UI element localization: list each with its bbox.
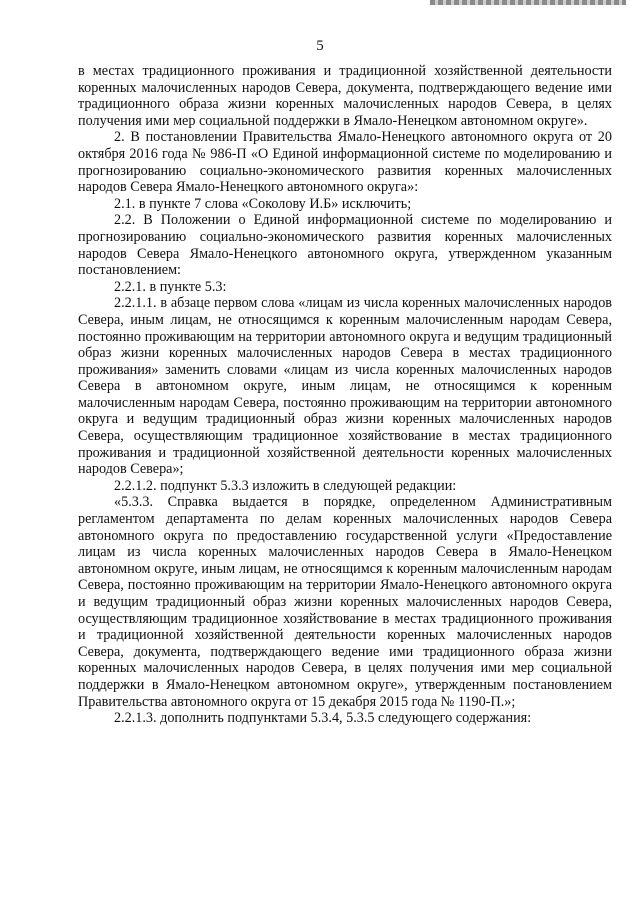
paragraph-item-2-2-1-3: 2.2.1.3. дополнить подпунктами 5.3.4, 5.3.5 следующего содержания: (114, 710, 532, 727)
paragraph-item-2-2-1-2: 2.2.1.2. подпункт 5.3.3 изложить в следующей редакции: (114, 477, 457, 494)
paragraph-item-2-1: 2.1. в пункте 7 слова «Соколову И.Б» исключить; (114, 195, 412, 212)
paragraph-continuation: в местах традиционного проживания и традиционной хозяйственной деятельности коренных малочисленных народов Севера, документа, подтверждающего ведение ими традиционного образа жизни коренных малочисленных народов Севера, в целях получения ими мер социальной поддержки в Ямало-Ненецком автономном округе». (78, 63, 612, 129)
paragraph-item-2-2: 2.2. В Положении о Единой информационной системе по моделированию и прогнозированию социально-экономического развития коренных малочисленных народов Севера Ямало-Ненецкого автономного округа, утвержденном указанным постановлением: (78, 212, 612, 279)
scan-edge-mark (430, 0, 626, 5)
document-body (78, 63, 612, 727)
paragraph-item-2-2-1: 2.2.1. в пункте 5.3: (114, 278, 227, 295)
page-number: 5 (316, 38, 324, 54)
paragraph-item-2-2-1-1: 2.2.1.1. в абзаце первом слова «лицам из числа коренных малочисленных народов Севера, иным лицам, не относящимся к коренным малочисленным народам Севера, постоянно проживающим на территории автономного округа и ведущим традиционный образ жизни коренных малочисленных народов Севера в местах традиционного проживания» заменить словами «лицам из числа коренных малочисленных народов Севера в автономном округе, иным лицам, не относящимся к коренным малочисленным народам Севера, постоянно проживающим на территории автономного округа и ведущим традиционный образ жизни коренных малочисленных народов Севера, осуществляющим традиционное хозяйствование в местах традиционного проживания и традиционной хозяйственной деятельности коренных малочисленных народов Севера»; (78, 295, 612, 478)
paragraph-quote-5-3-3: «5.3.3. Справка выдается в порядке, определенном Административным регламентом департамента по делам коренных малочисленных народов Севера автономного округа по предоставлению государственной услуги «Предоставление лицам из числа коренных малочисленных народов Севера в Ямало-Ненецком автономном округе, иным лицам, не относящимся к коренным малочисленным народам Севера, постоянно проживающим на территории Ямало-Ненецкого автономного округа и ведущим традиционный образ жизни коренных малочисленных народов Севера, осуществляющим традиционное хозяйствование в местах традиционного проживания и традиционной хозяйственной деятельности коренных малочисленных народов Севера, документа, подтверждающего ведение ими традиционного образа жизни коренных малочисленных народов Севера, в целях получения ими мер социальной поддержки в Ямало-Ненецком автономном округе», утвержденным постановлением Правительства автономного округа от 15 декабря 2015 года № 1190-П.»; (78, 494, 612, 710)
paragraph-item-2: 2. В постановлении Правительства Ямало-Ненецкого автономного округа от 20 октября 2016 года № 986-П «О Единой информационной системе по моделированию и прогнозированию социально-экономического развития коренных малочисленных народов Севера Ямало-Ненецкого автономного округа»: (78, 129, 612, 196)
